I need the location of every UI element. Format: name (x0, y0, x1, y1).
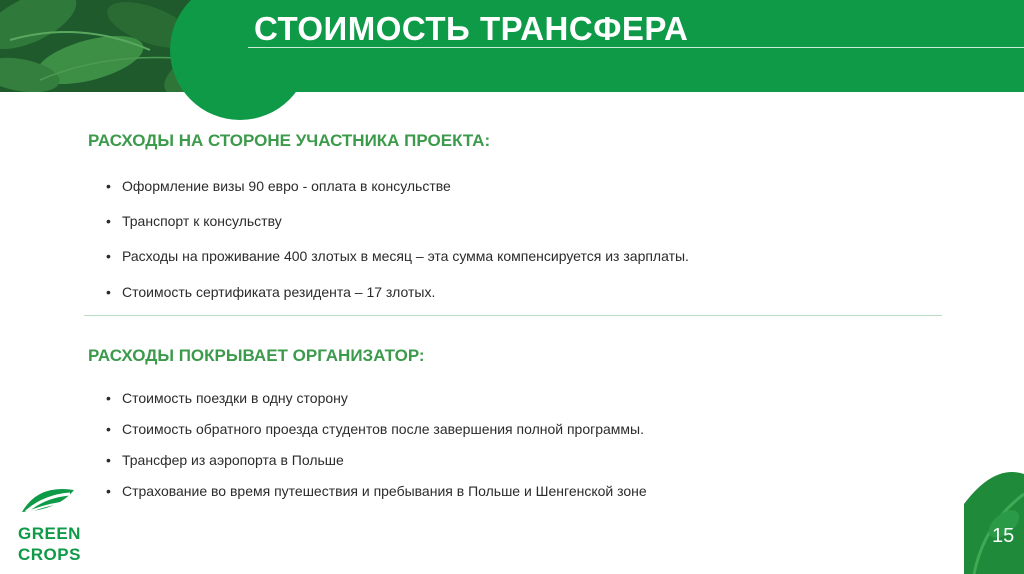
corner-leaf-image (964, 464, 1024, 574)
list-item: • Страхование во время путешествия и пребывания в Польше и Шенгенской зоне (106, 483, 647, 503)
page-title: СТОИМОСТЬ ТРАНСФЕРА (254, 10, 689, 47)
logo-line-2: CROPS (18, 545, 81, 564)
title-underline (248, 47, 1024, 48)
organizer-costs-list (106, 390, 647, 503)
section-divider (84, 315, 942, 316)
participant-costs-list (106, 178, 689, 304)
list-item: • Трансфер из аэропорта в Польше (106, 452, 647, 483)
list-item: • Стоимость сертификата резидента – 17 злотых. (106, 284, 689, 304)
list-item: • Расходы на проживание 400 злотых в месяц – эта сумма компенсируется из зарплаты. (106, 248, 689, 284)
list-item: • Оформление визы 90 евро - оплата в консульстве (106, 178, 689, 213)
section-heading-organizer: РАСХОДЫ ПОКРЫВАЕТ ОРГАНИЗАТОР: (88, 346, 425, 365)
list-item: • Стоимость обратного проезда студентов после завершения полной программы. (106, 421, 647, 452)
list-item: • Стоимость поездки в одну сторону (106, 390, 647, 421)
green-crops-logo (18, 482, 84, 563)
leaf-logo-icon (18, 482, 78, 516)
header-bar (0, 0, 1024, 92)
section-heading-participant: РАСХОДЫ НА СТОРОНЕ УЧАСТНИКА ПРОЕКТА: (88, 131, 491, 150)
logo-line-1: GREEN (18, 524, 81, 543)
page-number: 15 (992, 525, 1015, 547)
list-item: • Транспорт к консульству (106, 213, 689, 248)
